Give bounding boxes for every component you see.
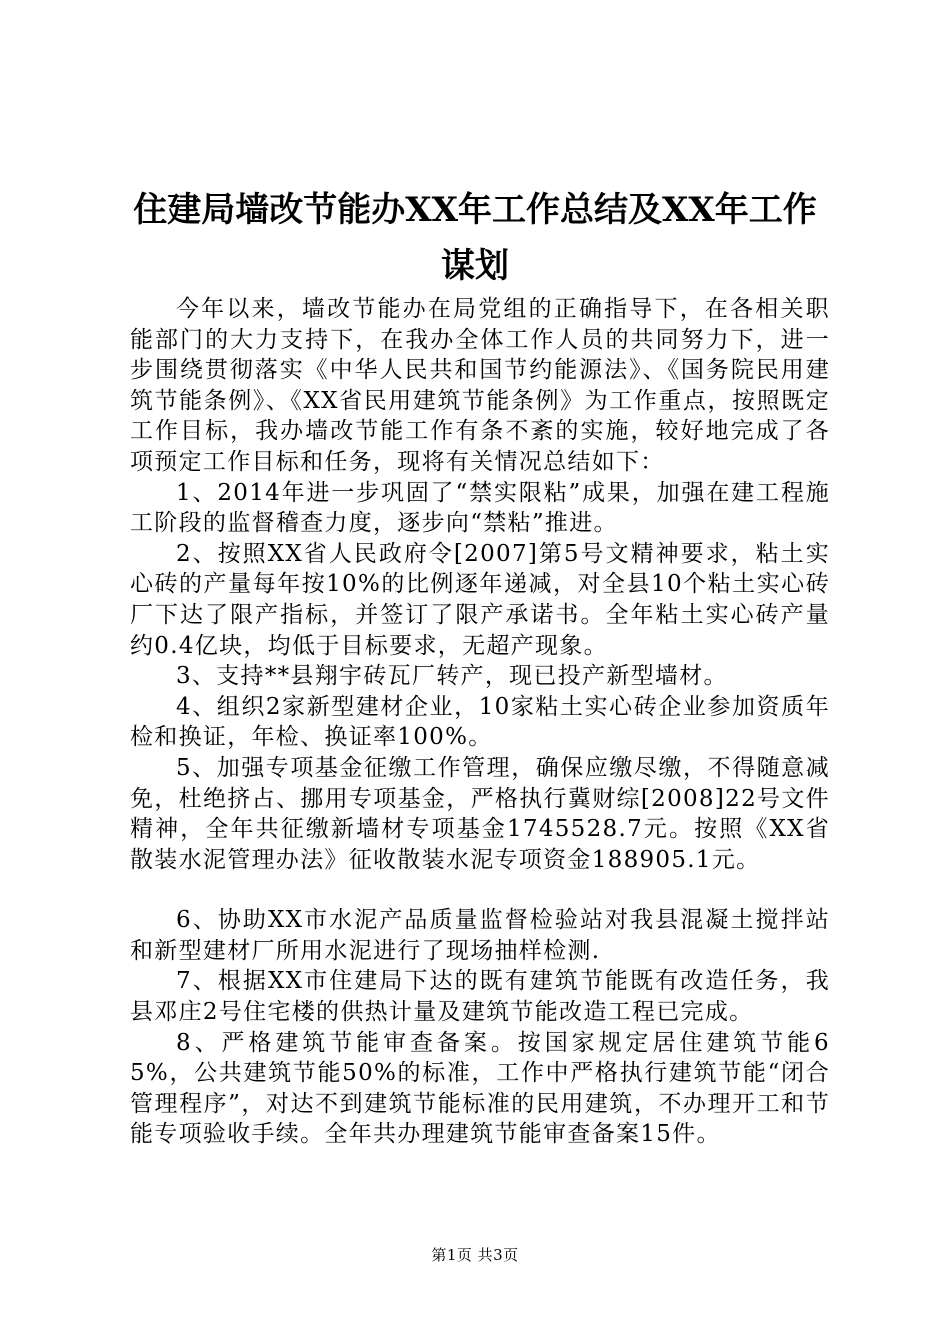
item-paragraph-6: 6、协助XX市水泥产品质量监督检验站对我县混凝土搅拌站和新型建材厂所用水泥进行了现场抽样检测.: [130, 907, 830, 964]
document-title-line-1: 住建局墙改节能办XX年工作总结及XX年工作: [133, 190, 817, 230]
item-paragraph-5: 5、加强专项基金征缴工作管理，确保应缴尽缴，不得随意减免，杜绝挤占、挪用专项基金，严格执行冀财综[2008]22号文件精神，全年共征缴新墙材专项基金1745528.7元。按照《XX省散装水泥管理办法》征收散装水泥专项资金188905.1元。: [130, 754, 830, 873]
item-paragraph-1: 1、2014年进一步巩固了“禁实限粘”成果，加强在建工程施工阶段的监督稽查力度，逐步向“禁粘”推进。: [130, 479, 830, 537]
item-paragraph-3: 3、支持**县翔宇砖瓦厂转产，现已投产新型墙材。: [176, 663, 728, 690]
intro-paragraph: 今年以来，墙改节能办在局党组的正确指导下，在各相关职能部门的大力支持下，在我办全体工作人员的共同努力下，进一步围绕贯彻落实《中华人民共和国节约能源法》、《国务院民用建筑节能条例》、《XX省民用建筑节能条例》为工作重点，按照既定工作目标，我办墙改节能工作有条不紊的实施，较好地完成了各项预定工作目标和任务，现将有关情况总结如下：: [130, 296, 830, 475]
document-body: [130, 294, 830, 1150]
item-paragraph-4: 4、组织2家新型建材企业，10家粘土实心砖企业参加资质年检和换证，年检、换证率100%。: [130, 693, 830, 751]
page-footer: 第1页 共3页: [431, 1246, 519, 1264]
item-paragraph-7: 7、根据XX市住建局下达的既有建筑节能既有改造任务，我县邓庄2号住宅楼的供热计量及建筑节能改造工程已完成。: [130, 968, 830, 1026]
item-paragraph-8: 8、严格建筑节能审查备案。按国家规定居住建筑节能65%，公共建筑节能50%的标准，工作中严格执行建筑节能“闭合管理程序”，对达不到建筑节能标准的民用建筑，不办理开工和节能专项验收手续。全年共办理建筑节能审查备案15件。: [130, 1029, 830, 1148]
item-paragraph-2: 2、按照XX省人民政府令[2007]第5号文精神要求，粘土实心砖的产量每年按10%的比例逐年递减，对全县10个粘土实心砖厂下达了限产指标，并签订了限产承诺书。全年粘土实心砖产量约0.4亿块，均低于目标要求，无超产现象。: [130, 540, 830, 659]
document-title-line-2: 谋划: [441, 246, 509, 286]
